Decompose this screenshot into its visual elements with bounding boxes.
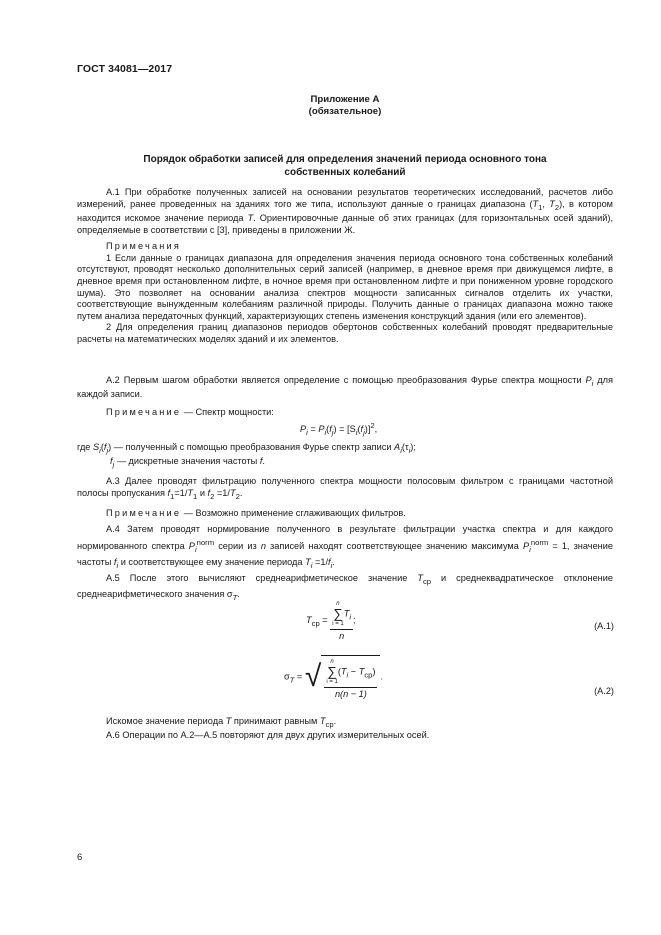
formula-power-spectrum: $P_i = P_i(f_j) = [S_i(f_j)]^2$, (300, 421, 378, 437)
formula-a1-fraction: n ∑ i = 1 $T_i$ n (332, 601, 352, 641)
notes-heading: Примечания (106, 241, 182, 252)
formula-a1: $T_{cp}$ = n ∑ i = 1 $T_i$ n ; (306, 601, 356, 641)
where-s: где $S_i(f_j)$ — полученный с помощью преобразования Фурье спектр записи $A_i(\tau_i)$; (77, 442, 416, 455)
formula-a2-radicand: n ∑ i = 1 $(T_i - T_{cp})$ n(n − 1) (321, 655, 380, 699)
section-title-line2: собственных колебаний (284, 167, 406, 178)
where-block (77, 442, 613, 471)
paragraph-a6: А.6 Операции по А.2—А.5 повторяют для двух других измерительных осей. (106, 730, 430, 741)
paragraph-a2: А.2 Первым шагом обработки является определение с помощью преобразования Фурье спектра мощности $P_i$ для каждой записи. (77, 375, 613, 400)
appendix-status: (обязательное) (308, 106, 382, 117)
body-block-a2 (77, 375, 613, 419)
paragraph-a1: А.1 При обработке полученных записей на основании результатов теоретических исследований, расчетов либо измерений, ранее проведенных на зданиях того же типа, используют данные о границах диапазона ($T_1$, $T_2$), в котором находится искомое значение периода T. Ориентировочные данные об этих границах (для горизонтальных осей зданий), определяемые в соответствии с [3], приведены в приложении Ж. (77, 187, 614, 235)
appendix-title (77, 94, 613, 118)
where-f: $f_j$ — дискретные значения частоты f. (110, 456, 265, 470)
section-title (77, 153, 613, 179)
body-block-a3 (77, 476, 613, 520)
page-number: 6 (77, 852, 83, 863)
body-block-a4 (77, 523, 613, 603)
section-title-line1: Порядок обработки записей для определения значений периода основного тона (143, 154, 547, 165)
paragraph-a5: А.5 После этого вычисляют среднеарифметическое значение $T_{cp}$ и среднеквадратическое отклонение среднеарифметического значения $\sigma_T$. (77, 572, 613, 602)
equation-number-a2: (А.2) (594, 686, 614, 696)
note-2: 2 Для определения границ диапазонов периодов обертонов собственных колебаний проводят предварительные расчеты на математических моделях зданий и их элементов. (77, 322, 613, 344)
body-block-a6 (77, 716, 613, 742)
appendix-label: Приложение А (310, 94, 380, 105)
paragraph-result: Искомое значение периода T принимают равным $T_{cp}$. (106, 716, 337, 729)
formula-a2: $\sigma_T$ = √ n ∑ i = 1 $(T_i - T_{cp})$ n(n − 1) . (284, 655, 383, 699)
note-1: 1 Если данные о границах диапазона для определения значения периода основного тона собственных колебаний отсутствуют, проводят несколько дополнительных серий записей (например, в дневное время при движущемся лифте, в дневное время при остановленном лифте, в ночное время при остановленном лифте и при пониженном уровне городского шума). Это позволяет на основании анализа спектров мощности записанных сигналов отделить их участки, соответствующие вынужденным колебаниям различной природы. Получить данные о границах диапазона можно также путем анализа передаточных функций, характеризующих степень изменения конструкций здания (или его элементов). (77, 252, 613, 321)
equation-number-a1: (А.1) (594, 621, 614, 631)
note-a2: Примечание — Спектр мощности: (106, 407, 274, 418)
paragraph-a4: А.4 Затем проводят нормирование полученного в результате фильтрации участка спектра и для каждого нормированного спектра $P_i^{norm}$ серии из n записей находят соответствующее значению максимума $P_i^{norm} = 1$, значение частоты $f_i$ и соответствующее ему значение периода $T_i =1/f_i$. (77, 524, 613, 570)
body-block-a1 (77, 187, 613, 346)
note-a3: Примечание — Возможно применение сглаживающих фильтров. (106, 508, 406, 519)
paragraph-a3: А.3 Далее проводят фильтрацию полученного спектра мощности полосовым фильтром с границами частотной полосы пропускания $f_1=1/T_1$ и $f_2 =1/T_2$. (77, 476, 613, 501)
standard-header: ГОСТ 34081—2017 (77, 63, 173, 75)
